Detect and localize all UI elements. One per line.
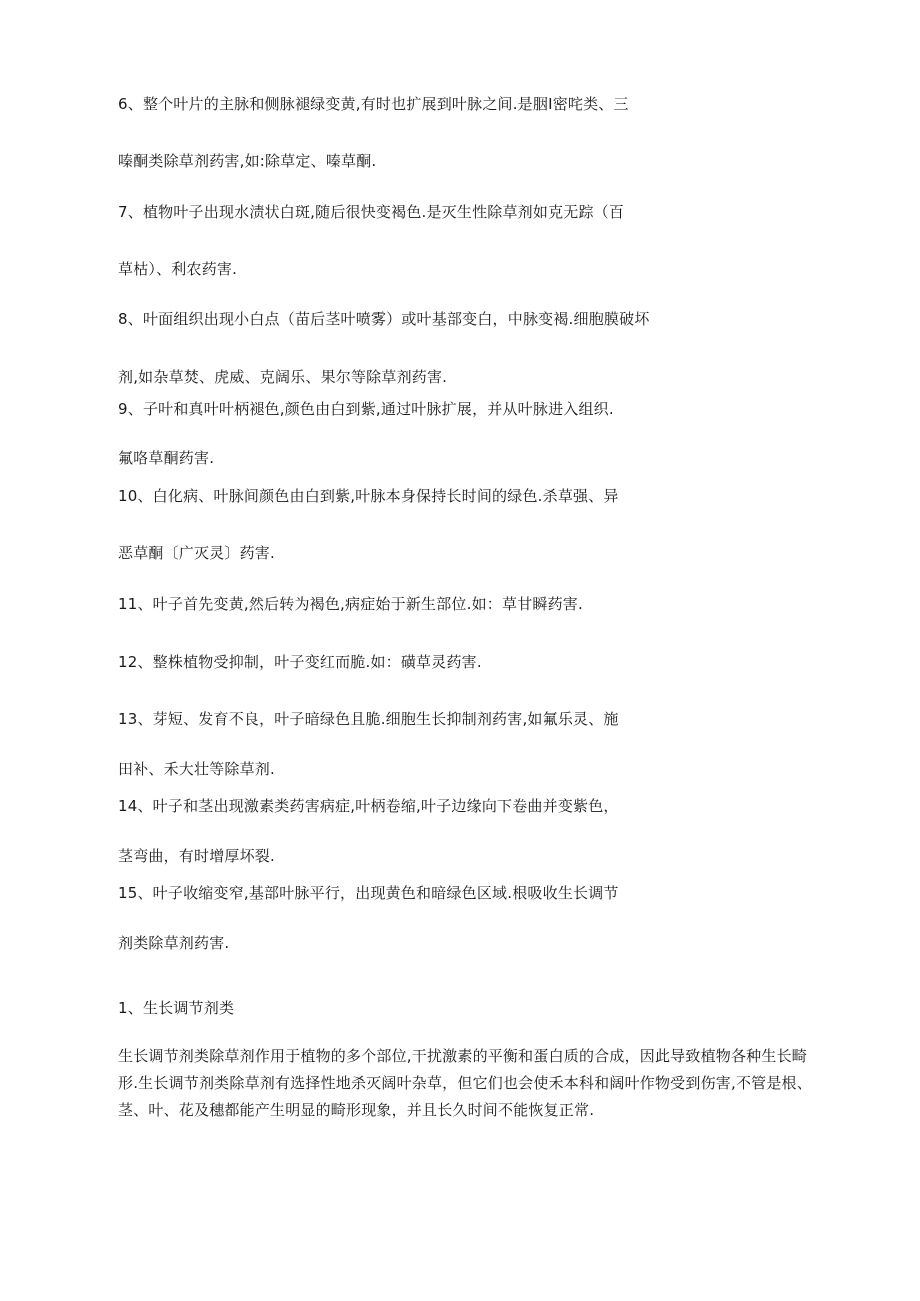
text-line: 6、整个叶片的主脉和侧脉褪绿变黄,有时也扩展到叶脉之间.是胭I密咤类、三 [118,95,629,113]
text-line: 14、叶子和茎出现激素类药害病症,叶柄卷缩,叶子边缘向下卷曲并变紫色， [118,797,619,815]
text-line: 15、叶子收缩变窄,基部叶脉平行，出现黄色和暗绿色区域.根吸收生长调节 [118,884,619,902]
text-line: 8、叶面组织出现小白点（苗后茎叶喷雾）或叶基部变白，中脉变褐.细胞膜破坏 [118,310,650,328]
text-line: 恶草酮〔广灭灵〕药害. [118,544,275,562]
text-line: 草枯）、利农药害. [118,260,238,278]
body-paragraph: 生长调节剂类除草剂作用于植物的多个部位,干扰激素的平衡和蛋白质的合成，因此导致植物各种生长畸形.生长调节剂类除草剂有选择性地杀灭阔叶杂草，但它们也会使禾本科和阔叶作物受到伤害,不管是根、茎、叶、花及穗都能产生明显的畸形现象，并且长久时间不能恢复正常. [118,1047,812,1119]
text-line: 剂,如杂草焚、虎威、克阔乐、果尔等除草剂药害. [118,368,448,386]
section-heading: 1、生长调节剂类 [118,999,235,1017]
text-line: 氟咯草酮药害. [118,449,215,467]
text-line: 10、白化病、叶脉间颜色由白到紫,叶脉本身保持长时间的绿色.杀草强、异 [118,487,619,505]
text-line: 嗪酮类除草剂药害,如:除草定、嗪草酮. [118,152,377,170]
text-line: 剂类除草剂药害. [118,934,230,952]
text-line: 田补、禾大壮等除草剂. [118,760,275,778]
text-line: 12、整株植物受抑制，叶子变红而脆.如：磺草灵药害. [118,653,482,671]
text-line: 11、叶子首先变黄,然后转为褐色,病症始于新生部位.如：草甘瞬药害. [118,595,583,613]
text-line: 茎弯曲，有时增厚坏裂. [118,847,275,865]
text-line: 13、芽短、发育不良，叶子暗绿色且脆.细胞生长抑制剂药害,如氟乐灵、施 [118,710,619,728]
text-line: 9、子叶和真叶叶柄褪色,颜色由白到紫,通过叶脉扩展，并从叶脉进入组织. [118,400,614,418]
text-line: 7、植物叶子出现水渍状白斑,随后很快变褐色.是灭生性除草剂如克无踪（百 [118,203,625,221]
